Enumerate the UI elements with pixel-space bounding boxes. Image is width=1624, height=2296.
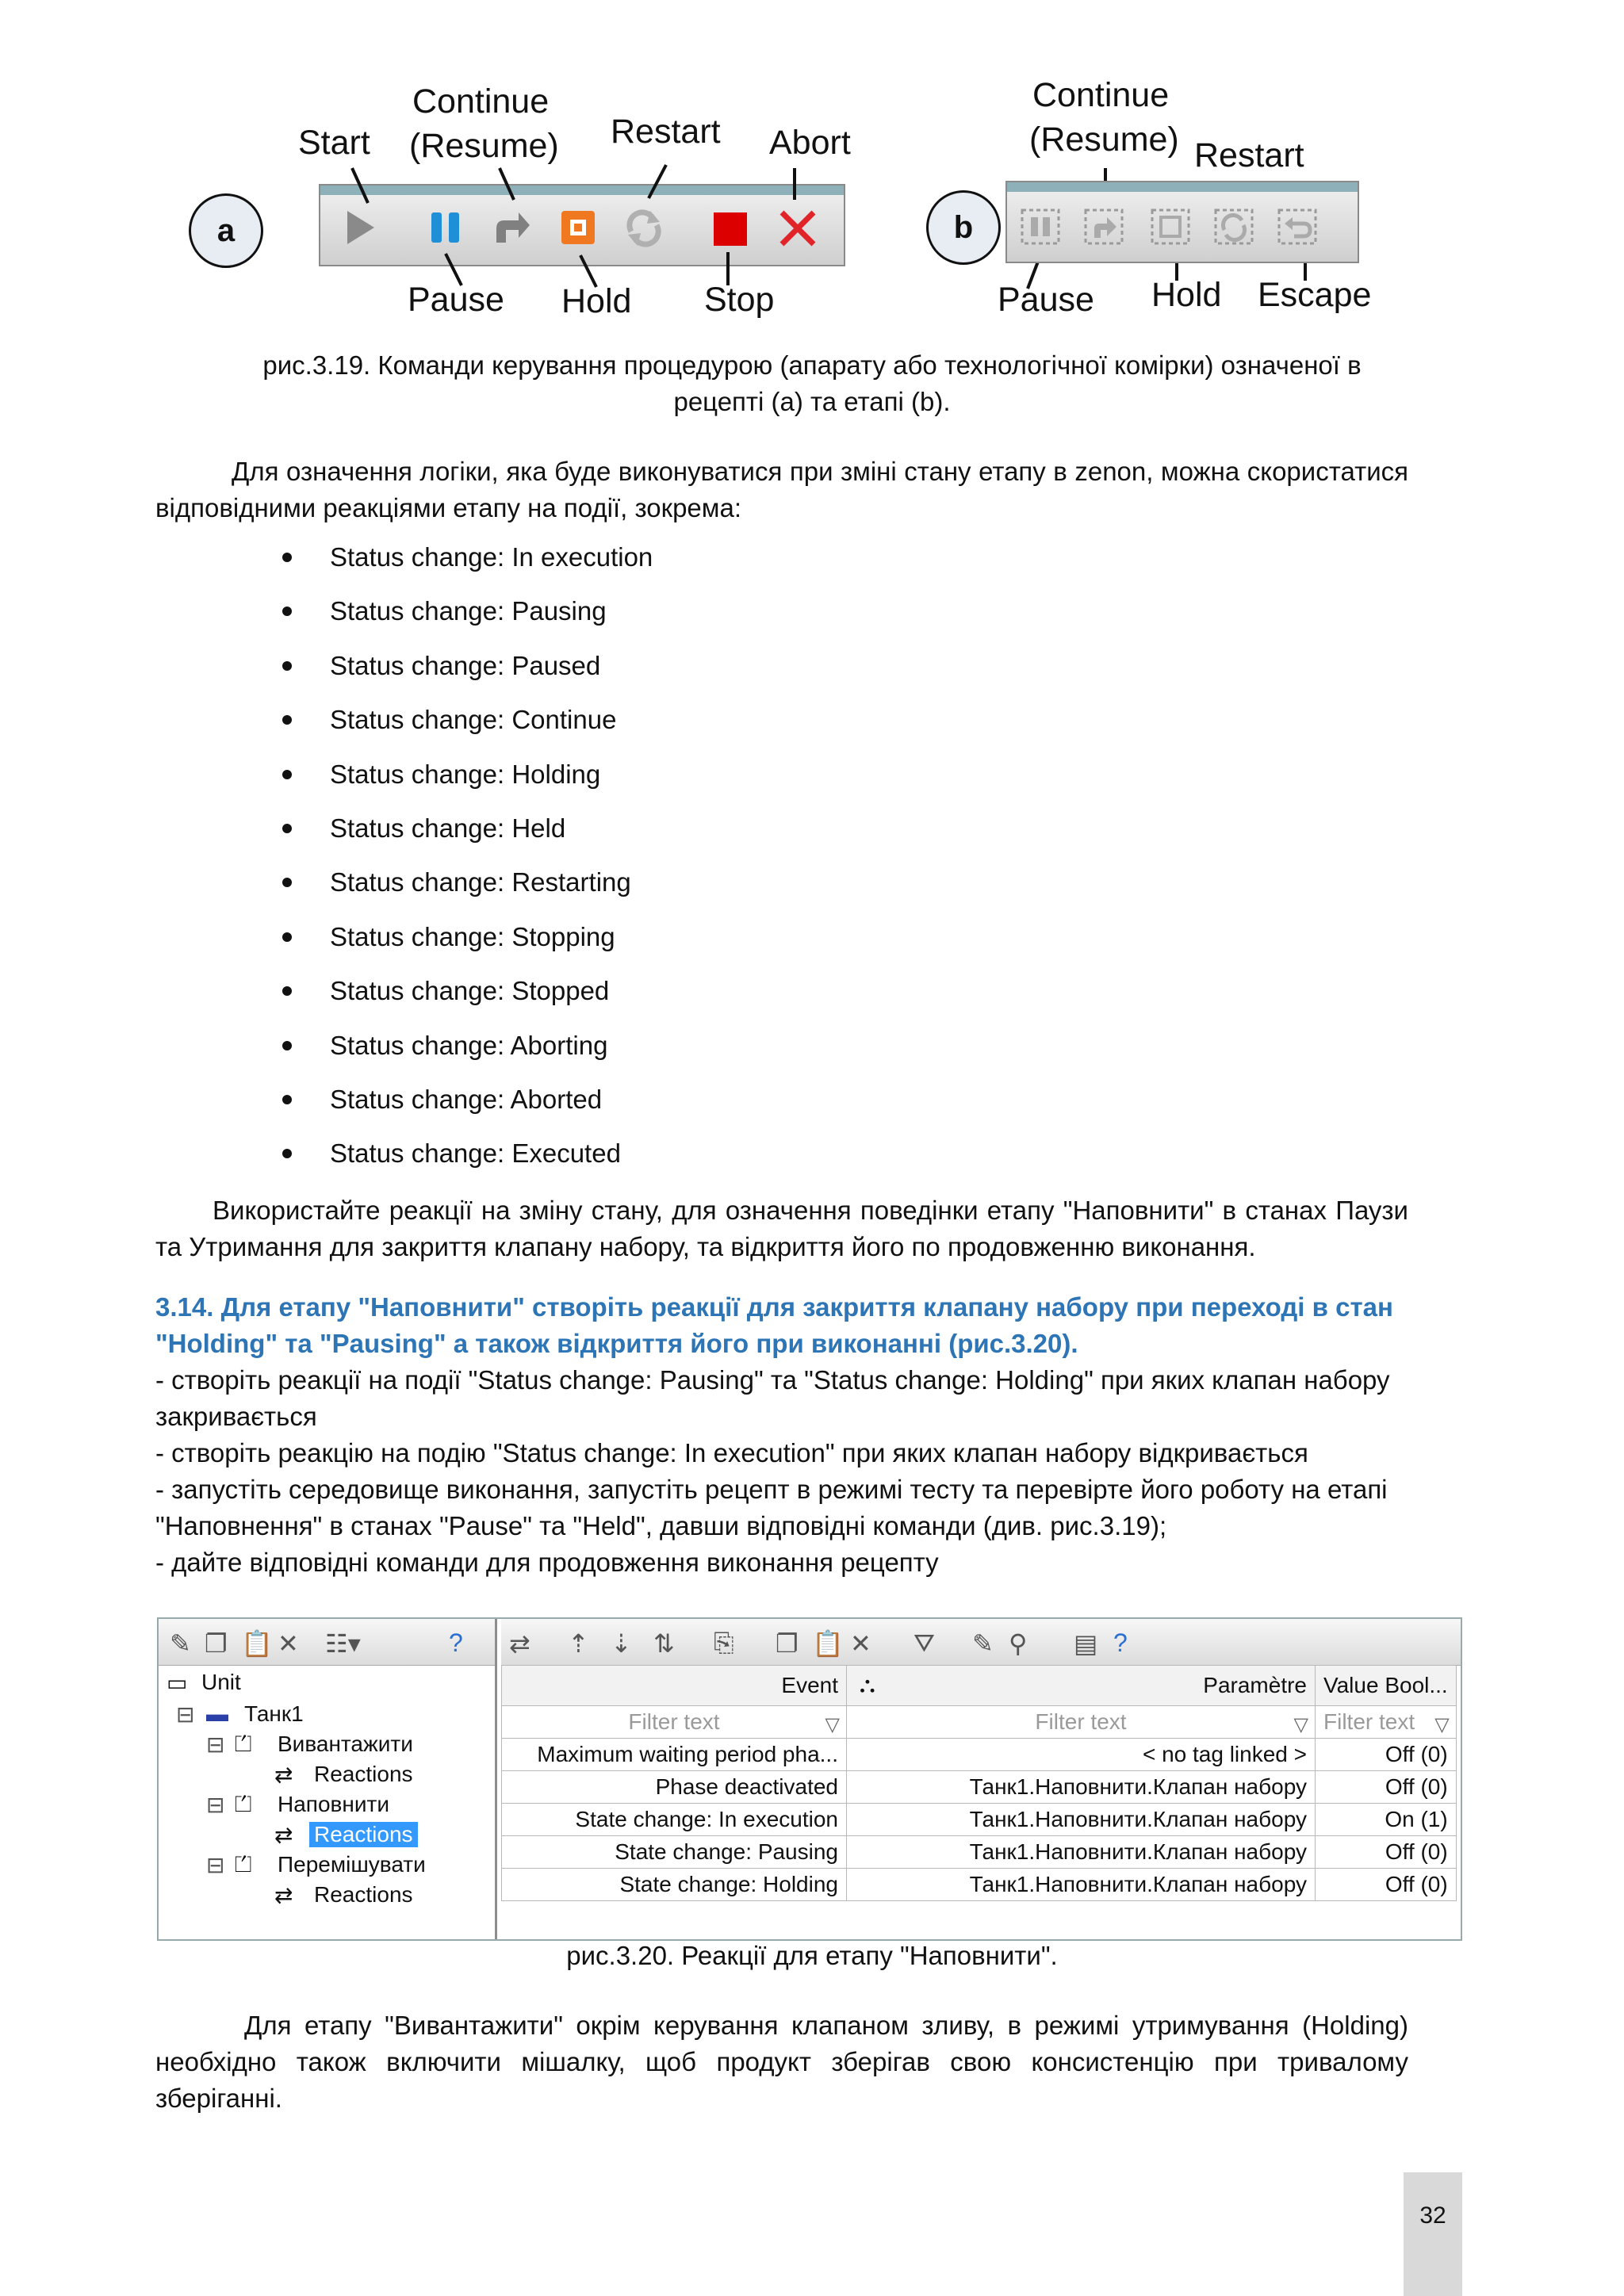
figure-caption-3-19	[155, 347, 1469, 420]
label-restart: Restart	[611, 113, 721, 151]
parameter-cell[interactable]: Танк1.Наповнити.Клапан набору	[847, 1804, 1316, 1836]
binoculars-icon: ⛬	[860, 1672, 875, 1697]
tree-pane	[159, 1619, 497, 1939]
label-hold-b: Hold	[1151, 276, 1222, 314]
step-item: - створіть реакції на події "Status change: Pausing" та "Status change: Holding" при яких клапан набору закривається	[155, 1365, 1390, 1431]
tree-node-unit[interactable]: Unit	[201, 1670, 241, 1694]
value-cell[interactable]: Off (0)	[1316, 1739, 1457, 1771]
tree-node-phase[interactable]: Наповнити	[278, 1792, 389, 1816]
delete-icon[interactable]: ✕	[850, 1629, 871, 1658]
delete-icon[interactable]: ✕	[278, 1629, 299, 1658]
paragraph-instructions: Використайте реакції на зміну стану, для означення поведінки етапу "Наповнити" в станах Паузи та Утримання для закриття клапану набору, та відкриття його по продовженню виконання.	[155, 1196, 1408, 1261]
table-row[interactable]	[502, 1836, 1457, 1869]
move-up-icon[interactable]: ⇡	[568, 1629, 589, 1658]
list-item: Status change: Continue	[282, 702, 653, 756]
list-item: Status change: Restarting	[282, 864, 653, 918]
filter-placeholder: Filter text	[1035, 1709, 1127, 1734]
pause-icon[interactable]	[1020, 208, 1061, 246]
table-row[interactable]	[502, 1739, 1457, 1771]
value-cell[interactable]: Off (0)	[1316, 1771, 1457, 1804]
filter-row	[502, 1706, 1457, 1739]
label-continue: Continue	[412, 82, 550, 121]
table-row[interactable]	[502, 1804, 1457, 1836]
reactions-icon: ⇄	[274, 1883, 293, 1908]
label-pause: Pause	[408, 281, 504, 319]
list-item: Status change: Held	[282, 810, 653, 864]
tree-node-tank[interactable]: Танк1	[244, 1701, 304, 1726]
list-item: Status change: Paused	[282, 648, 653, 702]
paragraph-unload: Для етапу "Вивантажити" окрім керування клапаном зливу, в режимі утримування (Holding) необхідно також включити мішалку, щоб продукт зберігав свою консистенцію при тривалому зберіганні.	[155, 2011, 1408, 2113]
unit-icon: ▭	[167, 1670, 188, 1695]
edit-icon[interactable]: ✎	[972, 1629, 994, 1658]
reactions-grid-pane	[501, 1619, 1461, 1939]
parameter-cell[interactable]: Танк1.Наповнити.Клапан набору	[847, 1869, 1316, 1901]
event-cell[interactable]: State change: In execution	[502, 1804, 847, 1836]
copy-icon[interactable]: ❐	[776, 1629, 799, 1658]
grid-toolbar	[501, 1619, 1461, 1666]
new-reaction-icon[interactable]: ⇄	[509, 1629, 530, 1658]
escape-icon[interactable]	[1277, 208, 1318, 246]
tree-node-reactions-selected[interactable]: Reactions	[309, 1822, 418, 1847]
step-item: - дайте відповідні команди для продовження виконання рецепту	[155, 1548, 939, 1577]
parameter-cell[interactable]: < no tag linked >	[847, 1739, 1316, 1771]
label-abort: Abort	[769, 124, 851, 162]
event-cell[interactable]: State change: Pausing	[502, 1836, 847, 1869]
phase-icon: ⏍	[235, 1852, 252, 1877]
value-cell[interactable]: Off (0)	[1316, 1869, 1457, 1901]
status-change-list	[282, 539, 653, 1190]
task-steps	[155, 1362, 1464, 1581]
collapse-icon[interactable]: ⊟	[206, 1853, 225, 1877]
event-cell[interactable]: State change: Holding	[502, 1869, 847, 1901]
collapse-icon[interactable]: ⊟	[176, 1702, 195, 1727]
filter-placeholder: Filter text	[1323, 1709, 1415, 1734]
list-item: Status change: Pausing	[282, 593, 653, 647]
filter-icon[interactable]: ▽	[1434, 1714, 1450, 1735]
collapse-icon[interactable]: ⊟	[206, 1732, 225, 1757]
sort-icon[interactable]: ⇅	[653, 1629, 675, 1658]
figure-caption-3-20: рис.3.20. Реакції для етапу "Наповнити".	[566, 1941, 1058, 1970]
event-filter-input[interactable]	[502, 1706, 847, 1739]
parameter-cell[interactable]: Танк1.Наповнити.Клапан набору	[847, 1771, 1316, 1804]
help-icon[interactable]: ?	[449, 1628, 463, 1657]
phase-icon: ⏍	[235, 1792, 252, 1816]
reactions-icon: ⇄	[274, 1823, 293, 1847]
paragraph-intro: Для означення логіки, яка буде виконуватися при зміні стану етапу в zenon, можна скористатися відповідними реакціями етапу на події, зокрема:	[155, 457, 1408, 522]
tree-node-reactions[interactable]: Reactions	[314, 1762, 413, 1786]
figure-label-b: b	[926, 190, 1001, 265]
list-item: Status change: Stopping	[282, 919, 653, 973]
column-header-event[interactable]: Event	[502, 1666, 847, 1706]
filter-placeholder: Filter text	[628, 1709, 720, 1734]
paste-icon[interactable]: 📋	[241, 1629, 273, 1658]
properties-icon[interactable]: ▤	[1074, 1629, 1098, 1658]
label-continue-b: Continue	[1032, 76, 1170, 114]
column-header-parameter-label: Paramètre	[1203, 1673, 1307, 1697]
move-down-icon[interactable]: ⇣	[611, 1629, 632, 1658]
list-view-icon[interactable]: ☷▾	[325, 1629, 361, 1658]
label-resume-b: (Resume)	[1029, 121, 1179, 159]
filter-clear-icon[interactable]: ⛛	[914, 1628, 935, 1657]
help-icon[interactable]: ?	[1113, 1628, 1128, 1657]
figure-3-20-screenshot	[157, 1617, 1462, 1941]
caption-line: рис.3.19. Команди керування процедурою (апарату або технологічної комірки) означеної в	[262, 350, 1362, 380]
filter-icon[interactable]: ▽	[825, 1714, 840, 1735]
edit-icon[interactable]: ✎	[170, 1629, 191, 1658]
collapse-icon[interactable]: ⊟	[206, 1793, 225, 1817]
parameter-filter-input[interactable]	[847, 1706, 1316, 1739]
filter-icon[interactable]: ▽	[1293, 1714, 1308, 1735]
list-item: Status change: Aborting	[282, 1027, 653, 1081]
tree-toolbar	[159, 1619, 495, 1666]
column-header-parameter[interactable]	[847, 1666, 1316, 1706]
parameter-cell[interactable]: Танк1.Наповнити.Клапан набору	[847, 1836, 1316, 1869]
reactions-table	[501, 1665, 1457, 1901]
step-item: - створіть реакцію на подію "Status change: In execution" при яких клапан набору відкривається	[155, 1438, 1308, 1468]
restart-icon[interactable]	[1213, 208, 1254, 246]
event-cell[interactable]: Maximum waiting period pha...	[502, 1739, 847, 1771]
link-icon[interactable]: ⎘	[714, 1628, 734, 1657]
caption-line: рецепті (а) та етапі (b).	[673, 387, 951, 416]
tree-node-reactions[interactable]: Reactions	[314, 1882, 413, 1907]
hold-icon[interactable]	[1150, 208, 1191, 246]
value-filter-input[interactable]	[1316, 1706, 1457, 1739]
label-pause-b: Pause	[998, 281, 1094, 319]
list-item: Status change: In execution	[282, 539, 653, 593]
table-row[interactable]	[502, 1771, 1457, 1804]
label-escape-b: Escape	[1258, 276, 1372, 314]
event-cell[interactable]: Phase deactivated	[502, 1771, 847, 1804]
label-resume: (Resume)	[409, 127, 559, 165]
value-cell[interactable]: Off (0)	[1316, 1836, 1457, 1869]
tank-icon: ▬	[206, 1701, 228, 1726]
continue-icon[interactable]	[1083, 208, 1124, 246]
figure-label-a: a	[189, 193, 263, 268]
list-item: Status change: Stopped	[282, 973, 653, 1027]
label-hold: Hold	[561, 282, 632, 320]
list-item: Status change: Executed	[282, 1135, 653, 1189]
phase-icon: ⏍	[235, 1732, 252, 1756]
list-item: Status change: Aborted	[282, 1081, 653, 1135]
table-header-row	[502, 1666, 1457, 1706]
tree-node-phase[interactable]: Перемішувати	[278, 1852, 426, 1877]
paste-icon[interactable]: 📋	[812, 1629, 844, 1658]
value-cell[interactable]: On (1)	[1316, 1804, 1457, 1836]
label-stop: Stop	[704, 281, 775, 319]
page-number-box	[1404, 2172, 1462, 2296]
page-number: 32	[1419, 2202, 1446, 2229]
label-start: Start	[298, 124, 370, 162]
callout-lines	[0, 0, 1624, 333]
task-heading: 3.14. Для етапу "Наповнити" створіть реакції для закриття клапану набору при переході в стан "Holding" та "Pausing" а також відкриття його при виконанні (рис.3.20).	[155, 1292, 1393, 1358]
list-item: Status change: Holding	[282, 756, 653, 810]
label-restart-b: Restart	[1194, 136, 1304, 174]
tree-node-phase[interactable]: Вивантажити	[278, 1732, 413, 1756]
column-header-value[interactable]: Value Bool...	[1316, 1666, 1457, 1706]
copy-icon[interactable]: ❐	[205, 1629, 228, 1658]
search-icon[interactable]: ⚲	[1009, 1629, 1028, 1658]
table-row[interactable]	[502, 1869, 1457, 1901]
reactions-icon: ⇄	[274, 1762, 293, 1787]
step-item: - запустіть середовище виконання, запустіть рецепт в режимі тесту та перевірте його роботу на етапі "Наповнення" в станах "Pause" та "Held", давши відповідні команди (див. рис.3.19);	[155, 1475, 1388, 1540]
